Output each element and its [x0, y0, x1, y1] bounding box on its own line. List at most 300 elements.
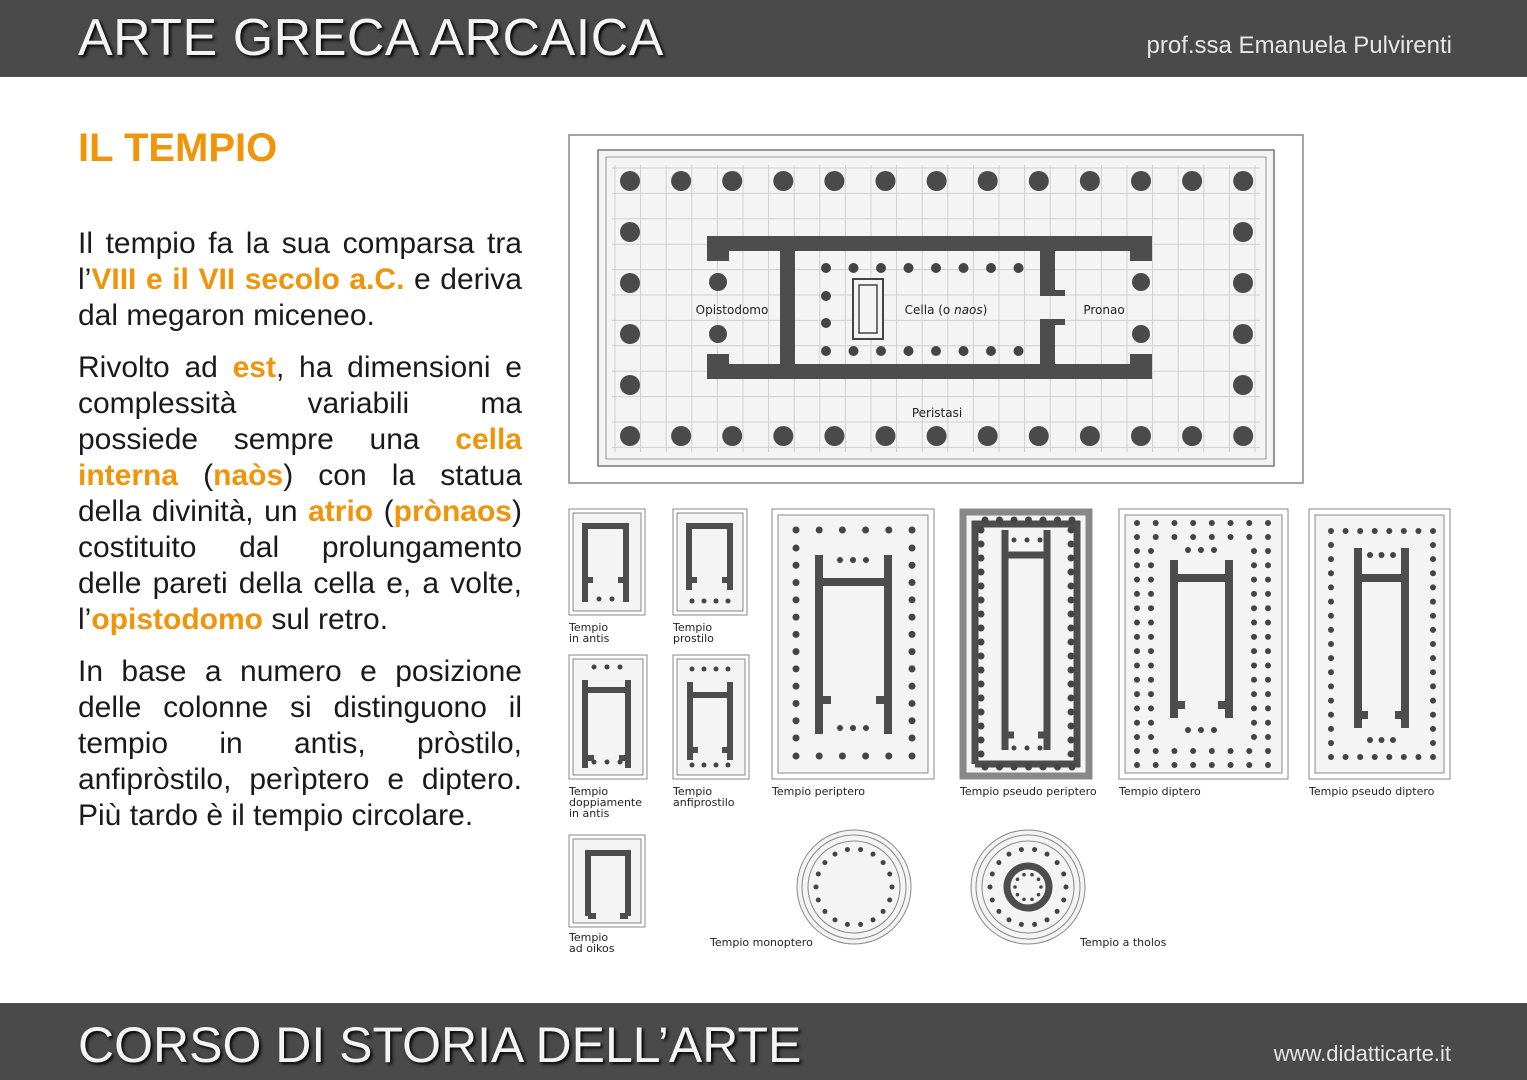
text-run: ( [373, 495, 394, 528]
column [1148, 562, 1154, 568]
column [1068, 709, 1075, 716]
highlight-naos: naòs [213, 459, 284, 492]
column [1148, 634, 1154, 640]
column [1211, 727, 1217, 733]
column [1265, 762, 1271, 768]
column [1132, 325, 1150, 343]
column [978, 611, 985, 618]
column [1190, 520, 1196, 526]
column [978, 541, 985, 548]
column [887, 897, 892, 902]
column [822, 909, 827, 914]
column [1430, 613, 1436, 619]
paragraph-3: In base a numero e posizione delle colonne si distinguono il tempio in antis, pròstilo, anfipròstilo, perìptero e diptero. Più tardo è il tempio circolare. [78, 655, 522, 832]
column [885, 527, 892, 534]
column [1328, 584, 1334, 590]
column [1415, 528, 1421, 534]
column [1246, 762, 1252, 768]
column [1251, 705, 1257, 711]
column [620, 171, 640, 191]
column [959, 346, 969, 356]
column [988, 885, 993, 890]
column [1182, 171, 1202, 191]
column [1171, 534, 1177, 540]
column [881, 909, 886, 914]
column [702, 667, 707, 672]
header-title: ARTE GRECA ARCAICA [78, 9, 664, 67]
column [1029, 171, 1049, 191]
column [1190, 534, 1196, 540]
column [1148, 548, 1154, 554]
column [982, 517, 989, 524]
column [1265, 720, 1271, 726]
column [793, 596, 800, 603]
column [1390, 552, 1396, 558]
column [931, 263, 941, 273]
column [909, 631, 916, 638]
column [1148, 691, 1154, 697]
column [986, 346, 996, 356]
column [1025, 746, 1030, 751]
column [978, 723, 985, 730]
column [858, 847, 863, 852]
column [1343, 528, 1349, 534]
column [1025, 764, 1032, 771]
column [1265, 605, 1271, 611]
label-opistodomo: Opistodomo [695, 303, 769, 317]
label-cella: Cella (o naos) [904, 303, 988, 317]
column [909, 700, 916, 707]
column [1430, 528, 1436, 534]
column [1134, 648, 1140, 654]
column [909, 527, 916, 534]
label-tholos: Tempio a tholos [1080, 936, 1167, 949]
column [610, 597, 615, 602]
highlight-century: VIII e il VII secolo a.C. [91, 263, 405, 296]
column [1265, 620, 1271, 626]
column [1055, 860, 1060, 865]
column [1148, 577, 1154, 583]
column [1131, 171, 1151, 191]
column [978, 569, 985, 576]
column [1068, 527, 1075, 534]
column [821, 346, 831, 356]
column [1430, 712, 1436, 718]
column [1019, 847, 1024, 852]
column [1080, 426, 1100, 446]
column [1032, 922, 1037, 927]
column [1328, 754, 1334, 760]
column [909, 683, 916, 690]
column [1038, 538, 1043, 543]
column [909, 614, 916, 621]
column [1069, 517, 1076, 524]
label-pronao: Pronao [1083, 303, 1125, 317]
column [1068, 681, 1075, 688]
column [1251, 577, 1257, 583]
column [833, 917, 838, 922]
column [1153, 762, 1159, 768]
column [1068, 541, 1075, 548]
column [1148, 677, 1154, 683]
column [1030, 898, 1034, 902]
column [824, 426, 844, 446]
label-prostilo: Tempio prostilo [673, 621, 714, 645]
column [1148, 648, 1154, 654]
column [816, 527, 823, 534]
column [793, 579, 800, 586]
column [978, 653, 985, 660]
footer-bar [0, 1003, 1527, 1080]
column [816, 897, 821, 902]
column [1328, 641, 1334, 647]
column [1045, 917, 1050, 922]
column [1068, 583, 1075, 590]
column [1148, 591, 1154, 597]
column [592, 760, 597, 765]
column [978, 555, 985, 562]
column [1134, 748, 1140, 754]
column [1055, 909, 1060, 914]
column [714, 667, 719, 672]
column [1012, 746, 1017, 751]
column [986, 263, 996, 273]
column [876, 171, 896, 191]
column [1198, 727, 1204, 733]
column [1265, 591, 1271, 597]
column [1134, 677, 1140, 683]
column [1430, 570, 1436, 576]
column [909, 579, 916, 586]
column [1367, 552, 1373, 558]
column [876, 346, 886, 356]
column [702, 599, 707, 604]
column [620, 375, 640, 395]
column [1233, 273, 1253, 293]
column [1265, 562, 1271, 568]
column [1171, 762, 1177, 768]
column [978, 667, 985, 674]
column [1415, 754, 1421, 760]
column [1148, 620, 1154, 626]
column [1134, 605, 1140, 611]
column [1016, 893, 1020, 897]
column [1233, 426, 1253, 446]
column [1068, 653, 1075, 660]
column [871, 917, 876, 922]
column [1068, 625, 1075, 632]
column [1246, 748, 1252, 754]
column [927, 171, 947, 191]
column [671, 171, 691, 191]
column [1185, 547, 1191, 553]
column [816, 753, 823, 760]
column [909, 753, 916, 760]
column [1328, 655, 1334, 661]
column [1134, 720, 1140, 726]
column [726, 763, 731, 768]
column [620, 222, 640, 242]
column [1430, 669, 1436, 675]
column [1265, 520, 1271, 526]
column [1068, 569, 1075, 576]
column [1265, 634, 1271, 640]
column [1068, 611, 1075, 618]
column [1357, 528, 1363, 534]
column [1011, 517, 1018, 524]
column [858, 922, 863, 927]
column [1251, 605, 1257, 611]
highlight-opistodomo: opistodomo [91, 603, 263, 636]
column [597, 597, 602, 602]
column [1040, 764, 1047, 771]
column [1228, 520, 1234, 526]
column [1209, 520, 1215, 526]
section-title: IL TEMPIO [78, 126, 278, 170]
column [1045, 852, 1050, 857]
column [1372, 528, 1378, 534]
column [959, 263, 969, 273]
column [978, 709, 985, 716]
column [1068, 639, 1075, 646]
column [1068, 723, 1075, 730]
column [1265, 534, 1271, 540]
column [1064, 885, 1069, 890]
column [1198, 547, 1204, 553]
column [927, 426, 947, 446]
column [1148, 734, 1154, 740]
column [1190, 748, 1196, 754]
column [1054, 517, 1061, 524]
column [1379, 552, 1385, 558]
column [1343, 754, 1349, 760]
column [1061, 872, 1066, 877]
column [821, 263, 831, 273]
column [822, 860, 827, 865]
column [1134, 591, 1140, 597]
column [1153, 520, 1159, 526]
column [885, 753, 892, 760]
column [1251, 677, 1257, 683]
column [1233, 222, 1253, 242]
column [904, 346, 914, 356]
column [1153, 748, 1159, 754]
column [1430, 599, 1436, 605]
column [793, 648, 800, 655]
column [1016, 878, 1020, 882]
column [909, 648, 916, 655]
column [978, 527, 985, 534]
column [1251, 648, 1257, 654]
column [793, 735, 800, 742]
column [876, 426, 896, 446]
column [793, 562, 800, 569]
column [793, 683, 800, 690]
column [714, 599, 719, 604]
column [996, 764, 1003, 771]
column [1134, 691, 1140, 697]
plan-prostilo [673, 509, 747, 615]
column [1134, 762, 1140, 768]
plan-ad-oikos [569, 835, 645, 927]
text-run: e deriva dal megaron miceneo. [78, 263, 522, 332]
column [904, 263, 914, 273]
column [821, 291, 831, 301]
column [863, 557, 869, 563]
column [1228, 534, 1234, 540]
footer-site: www.didatticarte.it [1273, 1041, 1451, 1066]
column [978, 695, 985, 702]
column [726, 667, 731, 672]
column [909, 545, 916, 552]
column [909, 665, 916, 672]
column [1068, 597, 1075, 604]
text-run: ( [178, 459, 214, 492]
column [1134, 634, 1140, 640]
column [978, 171, 998, 191]
column [1251, 548, 1257, 554]
column [1022, 898, 1026, 902]
column [863, 725, 869, 731]
column [1386, 528, 1392, 534]
column [1328, 570, 1334, 576]
column [1209, 534, 1215, 540]
column [1379, 737, 1385, 743]
column [1328, 613, 1334, 619]
column [714, 763, 719, 768]
column [605, 665, 610, 670]
column [1430, 584, 1436, 590]
column [1032, 847, 1037, 852]
text-run: , ha dimensioni e complessità variabili ma possiede sempre una [78, 351, 522, 456]
column [850, 725, 856, 731]
column [845, 847, 850, 852]
label-anfiprostilo: Tempio anfiprostilo [673, 785, 735, 809]
column [1014, 346, 1024, 356]
column [793, 545, 800, 552]
column [722, 426, 742, 446]
column [1430, 627, 1436, 633]
column [1012, 538, 1017, 543]
column [793, 665, 800, 672]
column [1068, 667, 1075, 674]
column [1328, 712, 1334, 718]
column [1068, 695, 1075, 702]
column [690, 667, 695, 672]
footer-course: CORSO DI STORIA DELL’ARTE [78, 1017, 802, 1073]
column [849, 346, 859, 356]
column [592, 665, 597, 670]
column [1040, 517, 1047, 524]
column [845, 922, 850, 927]
column [1025, 538, 1030, 543]
column [1080, 171, 1100, 191]
column [671, 426, 691, 446]
column [1265, 648, 1271, 654]
column [1209, 762, 1215, 768]
column [1211, 547, 1217, 553]
column [1209, 748, 1215, 754]
column [1233, 171, 1253, 191]
label-pseudo-periptero: Tempio pseudo periptero [960, 785, 1097, 798]
column [1265, 691, 1271, 697]
column [1246, 534, 1252, 540]
column [1182, 426, 1202, 446]
column [1265, 548, 1271, 554]
column [1390, 737, 1396, 743]
column [1148, 720, 1154, 726]
column [690, 599, 695, 604]
column [839, 527, 846, 534]
statue-base [853, 279, 883, 339]
highlight-est: est [232, 351, 276, 384]
column [871, 852, 876, 857]
column [887, 872, 892, 877]
column [1251, 662, 1257, 668]
highlight-atrio: atrio [308, 495, 374, 528]
column [1134, 520, 1140, 526]
column [990, 872, 995, 877]
column [722, 171, 742, 191]
column [709, 273, 727, 291]
column [1013, 885, 1017, 889]
column [876, 263, 886, 273]
column [1069, 764, 1076, 771]
column [1430, 754, 1436, 760]
column [1171, 748, 1177, 754]
column [1134, 734, 1140, 740]
column [793, 631, 800, 638]
column [793, 700, 800, 707]
column [1228, 748, 1234, 754]
column [996, 517, 1003, 524]
column [1430, 556, 1436, 562]
column [1134, 534, 1140, 540]
column [1372, 754, 1378, 760]
column [1190, 762, 1196, 768]
column [1328, 669, 1334, 675]
column [793, 717, 800, 724]
column [1251, 634, 1257, 640]
column [1328, 683, 1334, 689]
column [978, 625, 985, 632]
column [1430, 542, 1436, 548]
column [839, 753, 846, 760]
column [793, 753, 800, 760]
header-author: prof.ssa Emanuela Pulvirenti [1146, 32, 1452, 59]
column [996, 860, 1001, 865]
highlight-cella: cella interna [78, 423, 522, 492]
column [1251, 620, 1257, 626]
column [996, 909, 1001, 914]
column [1328, 698, 1334, 704]
label-peristasi: Peristasi [911, 406, 963, 420]
column [1068, 555, 1075, 562]
column [690, 763, 695, 768]
column [1038, 746, 1043, 751]
column [849, 263, 859, 273]
text-run: sul retro. [262, 603, 389, 636]
column [1030, 873, 1034, 877]
column [982, 764, 989, 771]
column [1265, 677, 1271, 683]
column [1401, 528, 1407, 534]
column [620, 324, 640, 344]
label-doppiamente: Tempio doppiamente in antis [569, 785, 643, 820]
column [618, 760, 623, 765]
column [850, 557, 856, 563]
column [862, 527, 869, 534]
